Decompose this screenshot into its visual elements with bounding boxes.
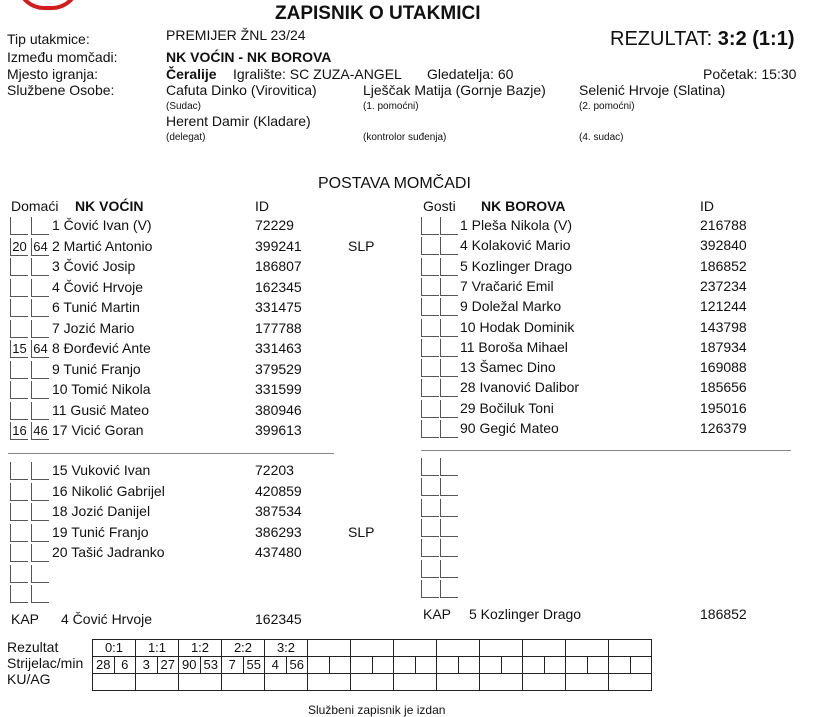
away-sub-box-2 bbox=[440, 499, 458, 517]
away-sub-box-1 bbox=[421, 580, 439, 598]
goal-kuag-cell bbox=[480, 674, 523, 691]
away-header: Gosti bbox=[423, 198, 456, 214]
goals-scorer-row bbox=[93, 657, 652, 674]
away-player-name: 11 Boroša Mihael bbox=[460, 338, 568, 355]
home-sub-box-2 bbox=[31, 503, 49, 521]
home-player-box-1 bbox=[10, 217, 28, 235]
away-player-name: 5 Kozlinger Drago bbox=[460, 257, 573, 274]
home-sub-box-1 bbox=[10, 483, 28, 501]
result-label: REZULTAT: bbox=[610, 28, 713, 50]
home-player-name: 9 Tunić Franjo bbox=[52, 360, 141, 377]
home-player-box-2 bbox=[31, 402, 49, 420]
goal-score-cell: 0:1 bbox=[93, 640, 136, 657]
away-player-box-2 bbox=[440, 379, 458, 397]
goals-table bbox=[92, 639, 652, 691]
away-player-box-1 bbox=[421, 400, 439, 418]
home-sub-box-2 bbox=[31, 524, 49, 542]
home-player-box-1 bbox=[10, 258, 28, 276]
goal-scorer-cell: 3 bbox=[136, 657, 158, 674]
home-sub-name: 19 Tunić Franjo bbox=[52, 523, 149, 540]
away-player-box-1 bbox=[421, 217, 439, 235]
away-player-box-1 bbox=[421, 298, 439, 316]
away-sub-box-1 bbox=[421, 519, 439, 537]
goal-kuag-cell bbox=[265, 674, 308, 691]
home-player-id: 331599 bbox=[255, 381, 302, 397]
teams: NK VOĆIN - NK BOROVA bbox=[166, 49, 332, 65]
away-player-box-2 bbox=[440, 359, 458, 377]
result bbox=[610, 28, 795, 51]
home-player-box-1 bbox=[10, 279, 28, 297]
away-player-id: 195016 bbox=[700, 399, 747, 416]
official-role: (kontrolor suđenja) bbox=[363, 132, 447, 143]
away-sub-box-1 bbox=[421, 539, 439, 557]
away-player-box-2 bbox=[440, 217, 458, 235]
away-sub-box-2 bbox=[440, 580, 458, 598]
away-player-id: 392840 bbox=[700, 237, 747, 254]
away-player-name: 90 Gegić Mateo bbox=[460, 420, 559, 436]
lineup-heading: POSTAVA MOMČADI bbox=[318, 175, 471, 192]
home-sub-box-1 bbox=[10, 544, 28, 562]
away-sub-box-2 bbox=[440, 458, 458, 476]
goal-minute-cell: 27 bbox=[157, 657, 179, 674]
away-captain: 5 Kozlinger Drago bbox=[469, 606, 582, 622]
home-sub-box-1 bbox=[10, 462, 28, 480]
goal-minute-cell: 6 bbox=[114, 657, 136, 674]
home-player-note: SLP bbox=[348, 237, 375, 254]
away-captain-id: 186852 bbox=[700, 606, 747, 622]
away-player-box-1 bbox=[421, 319, 439, 337]
away-player-name: 29 Bočiluk Toni bbox=[460, 399, 554, 416]
away-player-box-2 bbox=[440, 298, 458, 316]
home-player-name: 17 Vicić Goran bbox=[52, 422, 144, 438]
official-name: Cafuta Dinko (Virovitica) bbox=[166, 82, 317, 98]
goal-minute-cell bbox=[415, 657, 437, 674]
home-player-name: 7 Jozić Mario bbox=[52, 319, 135, 336]
away-player-id: 169088 bbox=[700, 359, 747, 376]
goal-score-cell: 1:1 bbox=[136, 640, 179, 657]
goal-score-cell bbox=[523, 640, 566, 657]
away-captain-label: KAP bbox=[423, 606, 452, 622]
away-player-name: 9 Doležal Marko bbox=[460, 298, 562, 315]
away-player-box-2 bbox=[440, 319, 458, 337]
goal-minute-cell: 55 bbox=[243, 657, 265, 674]
home-player-name: 3 Čović Josip bbox=[52, 258, 136, 274]
home-captain-label: KAP bbox=[11, 611, 40, 627]
goal-scorer-cell bbox=[480, 657, 502, 674]
official-role: (1. pomoćni) bbox=[363, 101, 419, 112]
result-value: 3:2 (1:1) bbox=[717, 28, 795, 50]
official-name: Lješčak Matija (Gornje Bazje) bbox=[363, 82, 546, 98]
home-sub-box-2 bbox=[31, 483, 49, 501]
goal-score-cell bbox=[394, 640, 437, 657]
home-sub-box-2 bbox=[31, 462, 49, 480]
home-sub-id: 420859 bbox=[255, 482, 302, 499]
home-player-box-2: 46 bbox=[31, 422, 49, 440]
goal-kuag-cell bbox=[351, 674, 394, 691]
official-name: Selenić Hrvoje (Slatina) bbox=[579, 82, 726, 98]
official-role: (delegat) bbox=[166, 132, 206, 143]
home-player-id: 331463 bbox=[255, 340, 302, 356]
home-player-id: 186807 bbox=[255, 258, 302, 274]
away-player-id: 143798 bbox=[700, 318, 747, 335]
divider bbox=[421, 450, 791, 451]
home-player-box-1: 20 bbox=[10, 238, 28, 256]
home-captain: 4 Čović Hrvoje bbox=[61, 611, 153, 627]
home-player-id: 399613 bbox=[255, 422, 302, 438]
goal-score-cell: 1:2 bbox=[179, 640, 222, 657]
home-player-box-2 bbox=[31, 258, 49, 276]
home-player-box-1 bbox=[10, 299, 28, 317]
divider bbox=[8, 453, 334, 454]
home-player-id: 331475 bbox=[255, 299, 302, 315]
match-type-label: Tip utakmice: bbox=[7, 31, 90, 47]
goal-score-cell bbox=[437, 640, 480, 657]
goals-kuag-row bbox=[93, 674, 652, 691]
home-player-box-1: 15 bbox=[10, 340, 28, 358]
away-player-box-2 bbox=[440, 420, 458, 438]
home-player-name: 10 Tomić Nikola bbox=[52, 381, 151, 397]
away-player-name: 4 Kolaković Mario bbox=[460, 237, 571, 254]
home-captain-id: 162345 bbox=[255, 611, 302, 627]
spectators: Gledatelja: 60 bbox=[427, 66, 514, 82]
home-player-name: 1 Čović Ivan (V) bbox=[52, 217, 152, 233]
goal-scorer-cell bbox=[351, 657, 373, 674]
away-sub-box-2 bbox=[440, 478, 458, 496]
goal-kuag-cell bbox=[394, 674, 437, 691]
home-player-name: 11 Gusić Mateo bbox=[52, 401, 150, 418]
goal-minute-cell bbox=[587, 657, 609, 674]
goal-scorer-cell bbox=[437, 657, 459, 674]
away-player-box-1 bbox=[421, 379, 439, 397]
home-team-name: NK VOĆIN bbox=[75, 198, 144, 214]
officials-label: Službene Osobe: bbox=[7, 82, 115, 98]
away-player-id: 186852 bbox=[700, 257, 747, 274]
away-player-id: 237234 bbox=[700, 277, 747, 294]
home-sub-id: 386293 bbox=[255, 523, 302, 540]
away-player-box-1 bbox=[421, 237, 439, 255]
home-sub-id: 437480 bbox=[255, 544, 302, 560]
away-player-box-2 bbox=[440, 339, 458, 357]
away-player-id: 216788 bbox=[700, 217, 747, 233]
scorer-row-label: Strijelac/min bbox=[7, 655, 84, 671]
venue-label: Mjesto igranja: bbox=[7, 66, 99, 82]
away-player-name: 7 Vračarić Emil bbox=[460, 277, 554, 294]
venue-place: Čeralije bbox=[166, 66, 217, 82]
home-sub-box-1 bbox=[10, 585, 28, 603]
goal-kuag-cell bbox=[179, 674, 222, 691]
goal-scorer-cell bbox=[523, 657, 545, 674]
goal-score-cell bbox=[480, 640, 523, 657]
goal-minute-cell bbox=[329, 657, 351, 674]
goal-scorer-cell bbox=[566, 657, 588, 674]
home-sub-box-2 bbox=[31, 585, 49, 603]
home-sub-box-2 bbox=[31, 544, 49, 562]
away-sub-box-1 bbox=[421, 478, 439, 496]
home-sub-id: 387534 bbox=[255, 503, 302, 519]
home-sub-note: SLP bbox=[348, 523, 375, 540]
home-player-box-2 bbox=[31, 381, 49, 399]
away-player-name: 1 Pleša Nikola (V) bbox=[460, 217, 573, 233]
home-player-name: 4 Čović Hrvoje bbox=[52, 278, 144, 295]
away-sub-box-1 bbox=[421, 458, 439, 476]
away-player-name: 13 Šamec Dino bbox=[460, 359, 556, 376]
home-sub-name: 16 Nikolić Gabrijel bbox=[52, 482, 165, 499]
away-player-id: 126379 bbox=[700, 420, 747, 436]
home-player-name: 2 Martić Antonio bbox=[52, 237, 153, 254]
start-time: Početak: 15:30 bbox=[703, 66, 797, 82]
home-player-box-1 bbox=[10, 361, 28, 379]
home-player-name: 6 Tunić Martin bbox=[52, 299, 140, 315]
home-sub-id: 72203 bbox=[255, 462, 294, 478]
match-type: PREMIJER ŽNL 23/24 bbox=[166, 27, 306, 43]
away-player-box-1 bbox=[421, 339, 439, 357]
goal-score-cell bbox=[308, 640, 351, 657]
goal-kuag-cell bbox=[93, 674, 136, 691]
goal-score-cell: 2:2 bbox=[222, 640, 265, 657]
away-player-name: 28 Ivanović Dalibor bbox=[460, 379, 580, 396]
footer-text: Službeni zapisnik je izdan bbox=[308, 703, 446, 717]
away-player-name: 10 Hodak Dominik bbox=[460, 318, 575, 335]
home-sub-box-2 bbox=[31, 565, 49, 583]
goal-scorer-cell bbox=[609, 657, 631, 674]
result-row-label: Rezultat bbox=[7, 639, 59, 655]
official-name: Herent Damir (Kladare) bbox=[166, 113, 311, 129]
away-player-id: 187934 bbox=[700, 338, 747, 355]
away-sub-box-2 bbox=[440, 560, 458, 578]
away-player-box-1 bbox=[421, 258, 439, 276]
away-sub-box-1 bbox=[421, 560, 439, 578]
home-player-box-1: 16 bbox=[10, 422, 28, 440]
goal-minute-cell: 56 bbox=[286, 657, 308, 674]
goal-kuag-cell bbox=[308, 674, 351, 691]
goal-scorer-cell: 7 bbox=[222, 657, 244, 674]
home-player-id: 162345 bbox=[255, 278, 302, 295]
home-player-id: 72229 bbox=[255, 217, 294, 233]
goal-minute-cell bbox=[501, 657, 523, 674]
home-player-id: 380946 bbox=[255, 401, 302, 418]
goal-scorer-cell bbox=[308, 657, 330, 674]
federation-logo bbox=[16, 0, 80, 10]
official-role: (Sudac) bbox=[166, 101, 202, 112]
away-sub-box-2 bbox=[440, 539, 458, 557]
home-player-box-2: 64 bbox=[31, 340, 49, 358]
away-player-box-2 bbox=[440, 237, 458, 255]
home-sub-box-1 bbox=[10, 524, 28, 542]
away-player-id: 185656 bbox=[700, 379, 747, 396]
goal-kuag-cell bbox=[437, 674, 480, 691]
away-player-box-2 bbox=[440, 258, 458, 276]
goal-minute-cell bbox=[458, 657, 480, 674]
home-player-id: 399241 bbox=[255, 237, 302, 254]
home-player-box-2 bbox=[31, 320, 49, 338]
home-player-box-2 bbox=[31, 361, 49, 379]
home-header: Domaći bbox=[11, 198, 59, 214]
goal-kuag-cell bbox=[136, 674, 179, 691]
goal-score-cell bbox=[566, 640, 609, 657]
away-player-box-1 bbox=[421, 359, 439, 377]
home-player-name: 8 Đorđević Ante bbox=[52, 340, 151, 356]
goal-kuag-cell bbox=[566, 674, 609, 691]
home-player-box-2 bbox=[31, 279, 49, 297]
goal-score-cell bbox=[351, 640, 394, 657]
away-player-box-2 bbox=[440, 400, 458, 418]
goal-kuag-cell bbox=[523, 674, 566, 691]
goal-kuag-cell bbox=[609, 674, 652, 691]
home-player-box-1 bbox=[10, 381, 28, 399]
goal-scorer-cell: 4 bbox=[265, 657, 287, 674]
goal-minute-cell bbox=[544, 657, 566, 674]
home-sub-name: 20 Tašić Jadranko bbox=[52, 544, 165, 560]
teams-label: Između momčadi: bbox=[7, 49, 118, 65]
official-role: (4. sudac) bbox=[579, 132, 624, 143]
goal-scorer-cell: 90 bbox=[179, 657, 201, 674]
goal-scorer-cell: 28 bbox=[93, 657, 115, 674]
away-sub-box-1 bbox=[421, 499, 439, 517]
goal-score-cell: 3:2 bbox=[265, 640, 308, 657]
home-player-box-2: 64 bbox=[31, 238, 49, 256]
away-player-box-2 bbox=[440, 278, 458, 296]
goal-minute-cell bbox=[372, 657, 394, 674]
home-sub-name: 15 Vuković Ivan bbox=[52, 462, 151, 478]
goal-minute-cell bbox=[630, 657, 652, 674]
home-player-id: 379529 bbox=[255, 360, 302, 377]
home-player-box-2 bbox=[31, 217, 49, 235]
page-title: ZAPISNIK O UTAKMICI bbox=[275, 3, 481, 24]
home-sub-name: 18 Jozić Danijel bbox=[52, 503, 151, 519]
home-player-box-1 bbox=[10, 402, 28, 420]
home-sub-box-1 bbox=[10, 503, 28, 521]
home-player-box-2 bbox=[31, 299, 49, 317]
away-team-name: NK BOROVA bbox=[481, 198, 566, 214]
home-sub-box-1 bbox=[10, 565, 28, 583]
away-player-id: 121244 bbox=[700, 298, 747, 315]
away-player-box-1 bbox=[421, 278, 439, 296]
venue-ground: Igralište: SC ZUZA-ANGEL bbox=[233, 66, 402, 82]
home-player-id: 177788 bbox=[255, 319, 302, 336]
goal-kuag-cell bbox=[222, 674, 265, 691]
goal-scorer-cell bbox=[394, 657, 416, 674]
away-id-header: ID bbox=[700, 198, 714, 214]
goal-minute-cell: 53 bbox=[200, 657, 222, 674]
official-role: (2. pomoćni) bbox=[579, 101, 635, 112]
kuag-row-label: KU/AG bbox=[7, 671, 51, 687]
goal-score-cell bbox=[609, 640, 652, 657]
home-id-header: ID bbox=[255, 198, 269, 214]
goals-result-row bbox=[93, 640, 652, 657]
home-player-box-1 bbox=[10, 320, 28, 338]
away-player-box-1 bbox=[421, 420, 439, 438]
away-sub-box-2 bbox=[440, 519, 458, 537]
